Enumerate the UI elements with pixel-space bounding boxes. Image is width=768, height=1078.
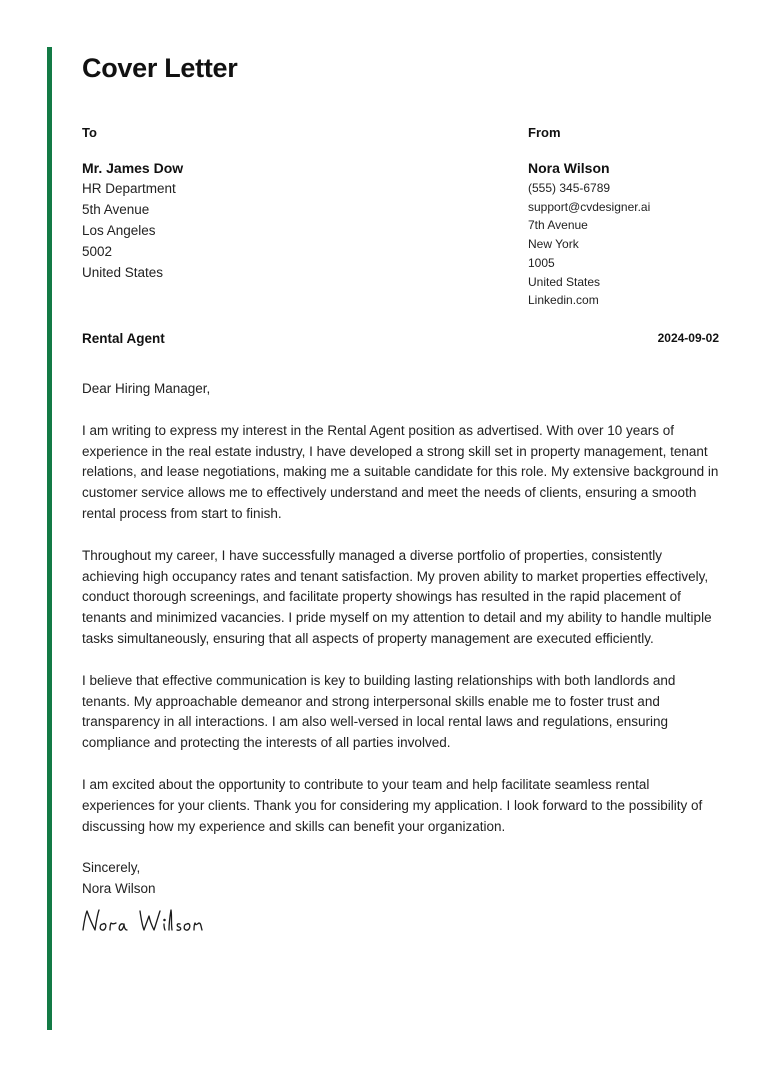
- page-title: Cover Letter: [82, 53, 238, 83]
- accent-bar: [47, 47, 52, 1030]
- sender-phone: (555) 345-6789: [528, 181, 611, 195]
- recipient-postcode: 5002: [82, 244, 113, 259]
- greeting: Dear Hiring Manager,: [82, 381, 211, 396]
- handwritten-signature: [80, 905, 220, 939]
- to-heading: To: [82, 125, 97, 140]
- sender-country: United States: [528, 274, 601, 289]
- sender-linkedin: Linkedin.com: [528, 293, 599, 308]
- sender-name: Nora Wilson: [528, 160, 610, 176]
- paragraph-4: I am excited about the opportunity to contribute to your team and help facilitate seamless rental experiences for your clients. Thank you for considering my application. I look forward to the possibility of discussing how my experience and skills can benefit your organization.: [82, 776, 703, 834]
- recipient-name: Mr. James Dow: [82, 160, 184, 176]
- recipient-street: 5th Avenue: [82, 202, 150, 217]
- closing-name: Nora Wilson: [82, 881, 156, 897]
- letter-body: [82, 379, 722, 900]
- recipient-country: United States: [82, 265, 164, 280]
- closing: Sincerely,: [82, 860, 141, 876]
- recipient-city: Los Angeles: [82, 223, 156, 238]
- letter-date: 2024-09-02: [657, 331, 719, 345]
- paragraph-1: I am writing to express my interest in the Rental Agent position as advertised. With over 10 years of experience in the real estate industry, I have developed a strong skill set in property management, tenant relations, and lease negotiations, making me a suitable candidate for this role. My extensive background in customer service allows me to effectively understand and meet the needs of clients, ensuring a smooth rental process from start to finish.: [82, 422, 719, 521]
- paragraph-3: I believe that effective communication is key to building lasting relationships with both landlords and tenants. My approachable demeanor and strong interpersonal skills enable me to foster trust and transparency in all interactions. I am also well-versed in local rental laws and regulations, ensuring compliance and protecting the interests of all parties involved.: [82, 672, 676, 751]
- sender-email: support@cvdesigner.ai: [528, 199, 651, 214]
- recipient-department: HR Department: [82, 181, 176, 196]
- paragraph-2: Throughout my career, I have successfully managed a diverse portfolio of properties, consistently achieving high occupancy rates and tenant satisfaction. My proven ability to market properties effectively, conduct thorough screenings, and facilitate property showings has resulted in the rapid placement of tenants and minimized vacancies. I pride myself on my attention to detail and my ability to handle multiple tasks simultaneously, ensuring that all aspects of property management are executed efficiently.: [82, 547, 712, 646]
- recipient-block: [82, 158, 412, 283]
- sender-block: [528, 158, 748, 310]
- sender-city: New York: [528, 237, 579, 252]
- sender-postcode: 1005: [528, 255, 555, 270]
- sender-street: 7th Avenue: [528, 218, 588, 233]
- from-heading: From: [528, 125, 561, 140]
- position-title: Rental Agent: [82, 331, 165, 346]
